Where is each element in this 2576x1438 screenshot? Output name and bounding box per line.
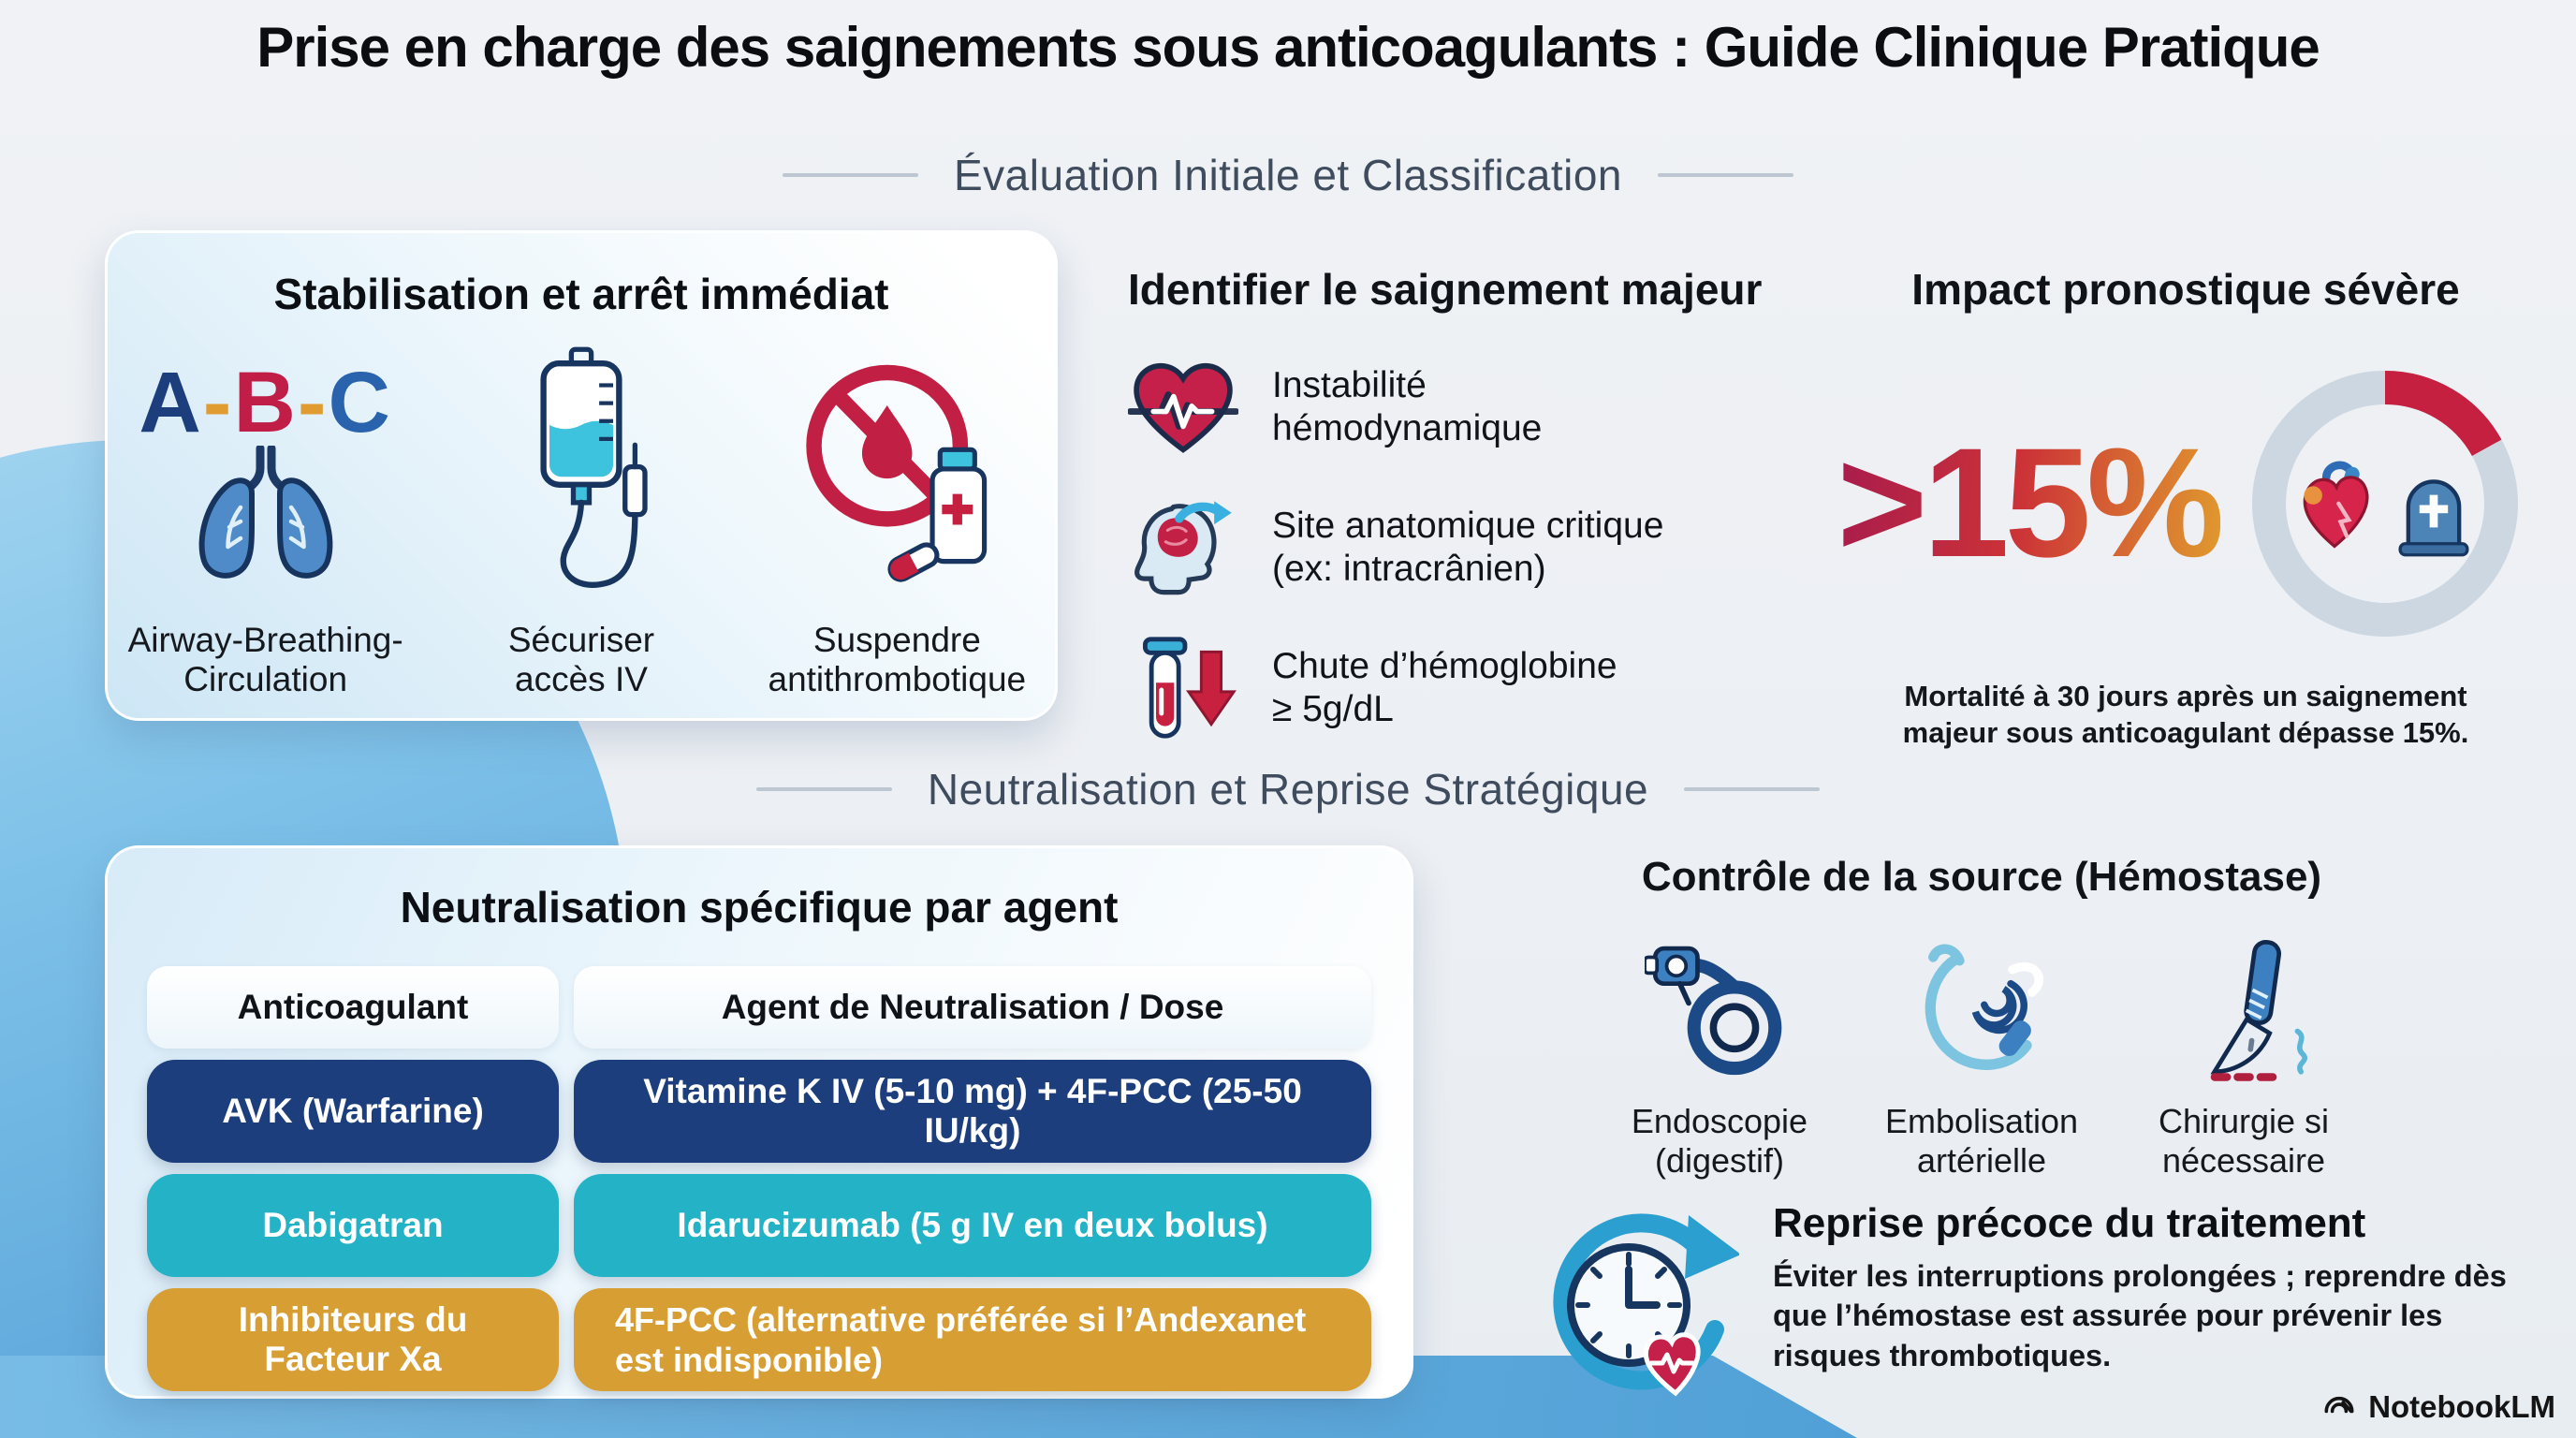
source-label-line2: (digestif) — [1654, 1140, 1785, 1180]
table-cell-agent: Inhibiteurs du Facteur Xa — [147, 1288, 559, 1391]
identifier-line2: (ex: intracrânien) — [1272, 549, 1546, 589]
abc-label-line2: Circulation — [183, 660, 348, 699]
head-brain-icon — [1128, 492, 1238, 603]
source-label-line1: Chirurgie si — [2158, 1102, 2330, 1140]
abc-a: A — [139, 354, 203, 450]
source-item-embolization — [1865, 934, 2099, 1181]
divider-line — [783, 173, 918, 177]
mortality-caption: Mortalité à 30 jours après un saignement majeur sous anticoagulant dépasse 15%. — [1902, 680, 2469, 750]
source-item-label — [1632, 1102, 1808, 1181]
identifier-line2: ≥ 5g/dL — [1272, 689, 1394, 729]
impact-stat-row — [1837, 354, 2518, 653]
table-cell-agent: Dabigatran — [147, 1174, 559, 1277]
hemoglobin-drop-icon — [1128, 633, 1238, 743]
source-label-line1: Embolisation — [1884, 1102, 2079, 1140]
stabilisation-title: Stabilisation et arrêt immédiat — [273, 270, 889, 318]
stop-label-line2: antithrombotique — [768, 660, 1027, 699]
impact-title: Impact pronostique sévère — [1911, 265, 2460, 314]
iv-label-line2: accès IV — [515, 660, 648, 699]
identifier-title: Identifier le saignement majeur — [1128, 265, 1763, 314]
table-cell-dose: Idarucizumab (5 g IV en deux bolus) — [574, 1174, 1371, 1277]
identifier-item-site — [1128, 492, 1858, 603]
notebooklm-logo-icon — [2321, 1386, 2357, 1429]
neutralisation-card — [105, 845, 1413, 1399]
no-antithrombotic-icon — [796, 357, 998, 594]
resume-treatment-block — [1524, 1196, 2516, 1416]
source-item-surgery — [2127, 934, 2361, 1181]
stop-label-line1: Suspendre — [812, 621, 981, 659]
section-header-evaluation — [0, 150, 2576, 200]
abc-label-line1: Airway-Breathing- — [127, 621, 403, 659]
stop-label — [768, 621, 1027, 699]
table-header-anticoagulant: Anticoagulant — [147, 966, 559, 1049]
identifier-text — [1272, 505, 1663, 591]
source-item-label — [2159, 1102, 2329, 1181]
abc-dash: - — [202, 354, 234, 450]
identifier-line1: Instabilité — [1272, 364, 1427, 405]
impact-block — [1837, 264, 2518, 751]
section-header-neutralisation — [0, 764, 2576, 814]
iv-column — [423, 329, 739, 699]
identifier-item-hemoglobin — [1128, 633, 1858, 743]
embolization-coil-icon — [1907, 934, 2056, 1089]
source-label-line1: Endoscopie — [1631, 1102, 1808, 1140]
resume-treatment-title: Reprise précoce du traitement — [1773, 1200, 2366, 1246]
table-cell-agent: AVK (Warfarine) — [147, 1060, 559, 1163]
abc-icon-zone — [139, 329, 392, 621]
abc-c: C — [328, 354, 392, 450]
section-label: Évaluation Initiale et Classification — [954, 151, 1622, 199]
source-control-items — [1603, 934, 2361, 1181]
divider-line — [1658, 173, 1793, 177]
divider-line — [756, 787, 892, 791]
identifier-text — [1272, 364, 1542, 450]
stabilisation-columns — [108, 329, 1055, 699]
neutralisation-title: Neutralisation spécifique par agent — [400, 883, 1119, 932]
source-control-block — [1603, 854, 2361, 1181]
resume-treatment-text — [1773, 1196, 2512, 1375]
table-cell-dose: Vitamine K IV (5-10 mg) + 4F-PCC (25-50 IU/kg) — [574, 1060, 1371, 1163]
lungs-icon — [179, 446, 353, 591]
clock-restart-heart-icon — [1524, 1196, 1739, 1416]
heart-pulse-icon — [1128, 352, 1238, 462]
source-label-line2: nécessaire — [2161, 1140, 2326, 1180]
section-label: Neutralisation et Reprise Stratégique — [927, 765, 1649, 814]
abc-column — [108, 329, 423, 699]
page-title: Prise en charge des saignements sous anticoagulants : Guide Clinique Pratique — [256, 16, 2320, 79]
abc-dash: - — [297, 354, 329, 450]
abc-label — [128, 621, 403, 699]
abc-text — [139, 354, 392, 450]
resume-treatment-body: Éviter les interruptions prolongées ; reprendre dès que l’hémostase est assurée pour prévenir les risques thrombotiques. — [1773, 1259, 2507, 1372]
source-label-line2: artérielle — [1916, 1140, 2047, 1180]
stop-column — [739, 329, 1055, 699]
source-item-endoscopy — [1603, 934, 1837, 1181]
identifier-block — [1128, 264, 1858, 773]
identifier-text — [1272, 645, 1617, 731]
iv-icon-zone — [502, 329, 661, 621]
mortality-stat: >15% — [1837, 417, 2220, 590]
identifier-line1: Chute d’hémoglobine — [1272, 645, 1617, 686]
abc-b: B — [233, 354, 298, 450]
table-cell-dose: 4F-PCC (alternative préférée si l’Andexanet est indisponible) — [574, 1288, 1371, 1391]
table-header-agent: Agent de Neutralisation / Dose — [574, 966, 1371, 1049]
divider-line — [1684, 787, 1820, 791]
identifier-line2: hémodynamique — [1272, 408, 1543, 448]
neutralisation-table — [147, 966, 1371, 1391]
identifier-line1: Site anatomique critique — [1272, 505, 1664, 546]
watermark-label: NotebookLM — [2368, 1389, 2555, 1424]
iv-bag-icon — [502, 345, 661, 605]
iv-label — [508, 621, 654, 699]
source-item-label — [1885, 1102, 2078, 1181]
iv-label-line1: Sécuriser — [507, 621, 655, 659]
mortality-donut-chart — [2235, 354, 2535, 653]
scalpel-icon — [2169, 934, 2319, 1089]
watermark — [2321, 1386, 2555, 1429]
endoscope-icon — [1645, 934, 1794, 1089]
stop-icon-zone — [796, 329, 998, 621]
identifier-item-hemodynamic — [1128, 352, 1858, 462]
source-control-title: Contrôle de la source (Hémostase) — [1641, 854, 2322, 900]
stabilisation-card — [105, 230, 1058, 721]
